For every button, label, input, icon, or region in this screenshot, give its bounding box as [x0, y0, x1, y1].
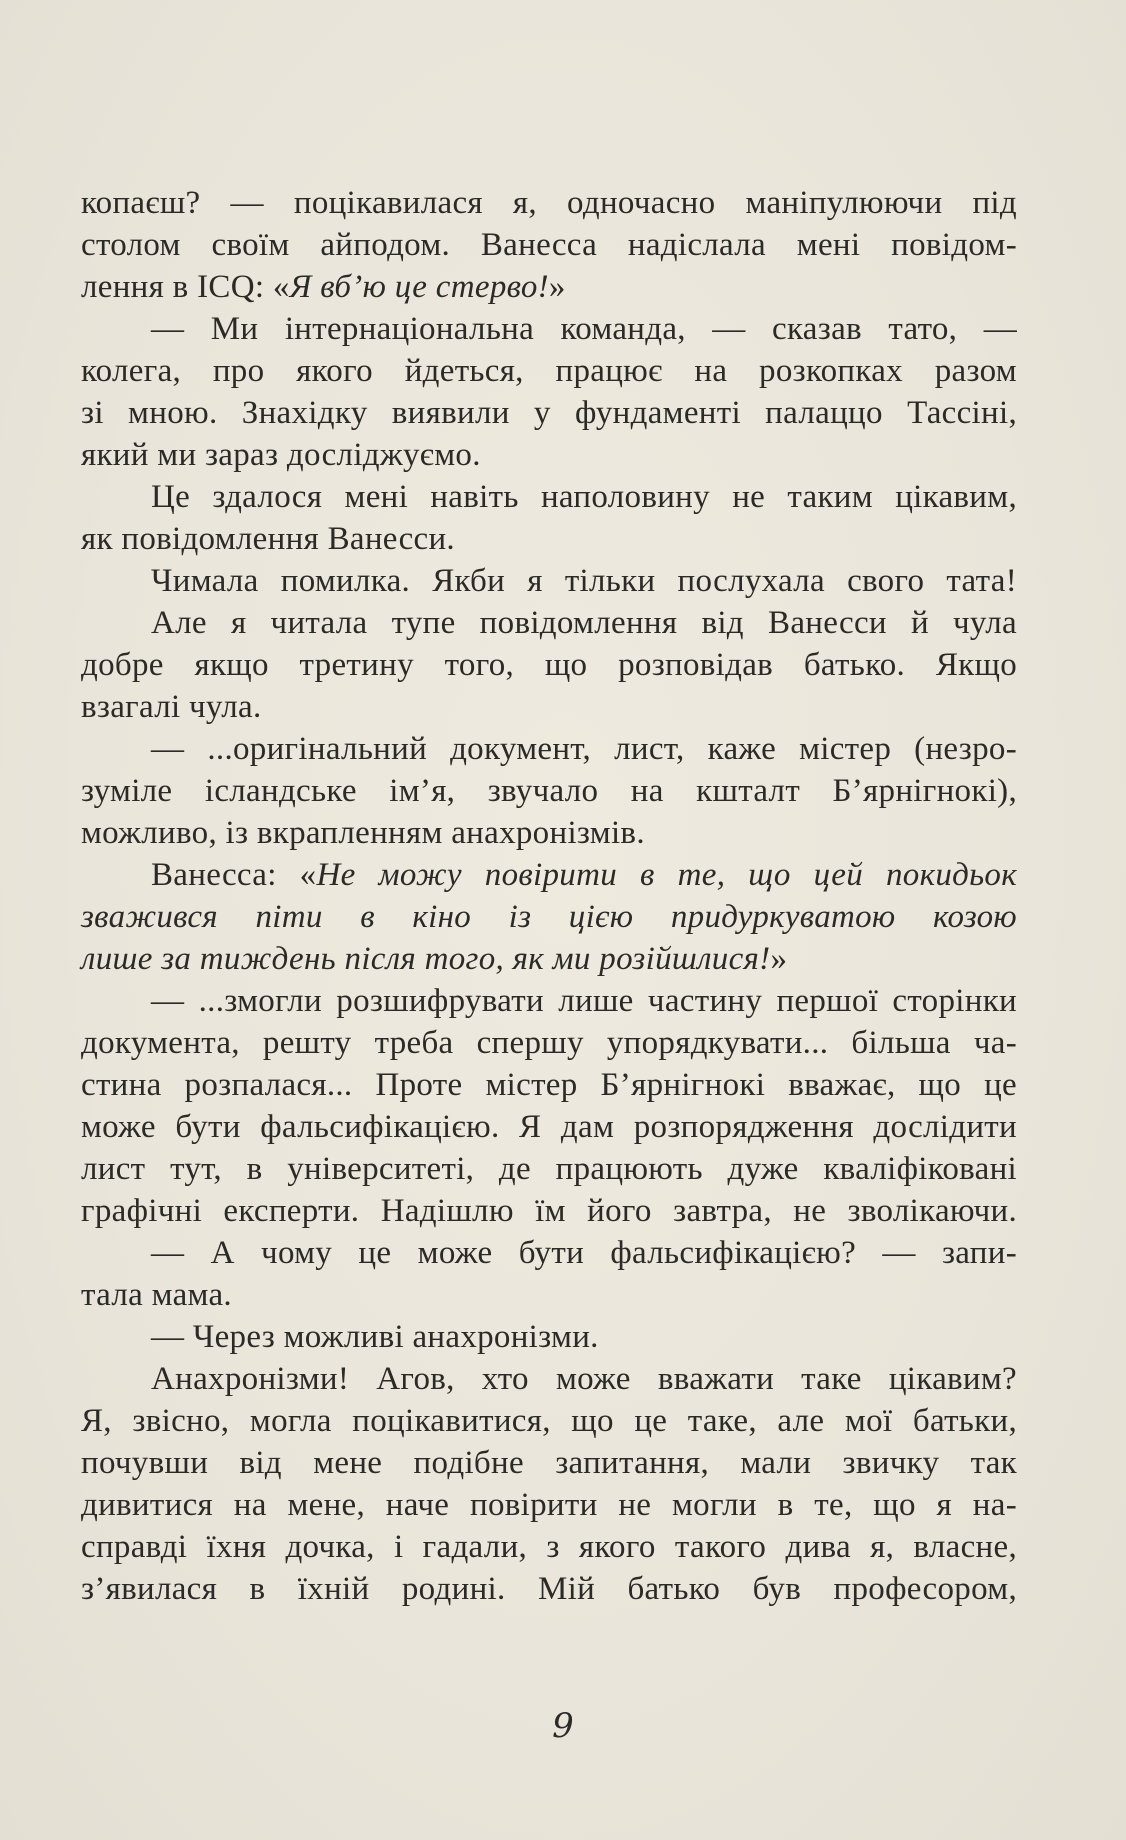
text-line: можливо, із вкрапленням анахронізмів.: [81, 815, 645, 851]
text-line: з’явилася в їхній родині. Мій батько був професором,: [81, 1571, 1017, 1607]
text-line: справді їхня дочка, і гадали, з якого такого дива я, власне,: [81, 1529, 1017, 1565]
text-line: [151, 853, 1017, 897]
text-line: як повідомлення Ванесси.: [81, 521, 455, 557]
text-line: дивитися на мене, наче повірити не могли в те, що я на-: [81, 1487, 1017, 1523]
text-line: — Через можливі анахронізми.: [151, 1319, 599, 1355]
text-line: — ...оригінальний документ, лист, каже містер (незро-: [151, 731, 1017, 767]
italic-message: лише за тиждень після того, як ми розійшлися!: [81, 941, 771, 977]
text-line: [81, 937, 787, 981]
text-line: стина розпалася... Проте містер Б’ярнігнокі вважає, що це: [81, 1067, 1017, 1103]
italic-message: Я вб’ю це стерво!: [289, 269, 549, 305]
text-line: Анахронізми! Агов, хто може вважати таке цікавим?: [151, 1361, 1017, 1397]
text-line: — А чому це може бути фальсифікацією? — запи-: [151, 1235, 1017, 1271]
text-line: — Ми інтернаціональна команда, — сказав тато, —: [151, 311, 1017, 347]
text-line: добре якщо третину того, що розповідав батько. Якщо: [81, 647, 1017, 683]
text-span: »: [770, 941, 788, 977]
italic-message: зважився піти в кіно із цією придуркуватою козою: [81, 899, 1017, 935]
text-line: столом своїм айподом. Ванесса надіслала мені повідом-: [81, 227, 1017, 263]
text-line: який ми зараз досліджуємо.: [81, 437, 481, 473]
text-line: копаєш? — поцікавилася я, одночасно маніпулюючи під: [81, 185, 1017, 221]
text-line: взагалі чула.: [81, 689, 262, 725]
text-line: лист тут, в університеті, де працюють дуже кваліфіковані: [81, 1151, 1017, 1187]
italic-message: Не можу повірити в те, що цей покидьок: [316, 857, 1017, 893]
text-line: Чимала помилка. Якби я тільки послухала свого тата!: [151, 563, 1017, 599]
text-line: [81, 265, 566, 309]
text-line: тала мама.: [81, 1277, 232, 1313]
text-line: колега, про якого йдеться, працює на розкопках разом: [81, 353, 1017, 389]
text-line: може бути фальсифікацією. Я дам розпорядження дослідити: [81, 1109, 1017, 1145]
text-line: Але я читала тупе повідомлення від Ванесси й чула: [151, 605, 1017, 641]
text-line: почувши від мене подібне запитання, мали звичку так: [81, 1445, 1017, 1481]
text-line: Я, звісно, могла поцікавитися, що це таке, але мої батьки,: [81, 1403, 1017, 1439]
text-line: графічні експерти. Надішлю їм його завтра, не зволікаючи.: [81, 1193, 1017, 1229]
text-line: зі мною. Знахідку виявили у фундаменті палаццо Тассіні,: [81, 395, 1017, 431]
page-number: 9: [552, 1706, 574, 1746]
text-line: Це здалося мені навіть наполовину не таким цікавим,: [151, 479, 1017, 515]
text-line: зуміле ісландське ім’я, звучало на кшталт Б’ярнігнокі),: [81, 773, 1017, 809]
text-line: [81, 895, 1017, 939]
text-span: Ванесса: «: [151, 857, 317, 893]
text-span: »: [548, 269, 566, 305]
text-span: лення в ICQ: «: [81, 269, 290, 305]
text-line: — ...змогли розшифрувати лише частину першої сторінки: [151, 983, 1017, 1019]
text-line: документа, решту треба спершу упорядкувати... більша ча-: [81, 1025, 1017, 1061]
